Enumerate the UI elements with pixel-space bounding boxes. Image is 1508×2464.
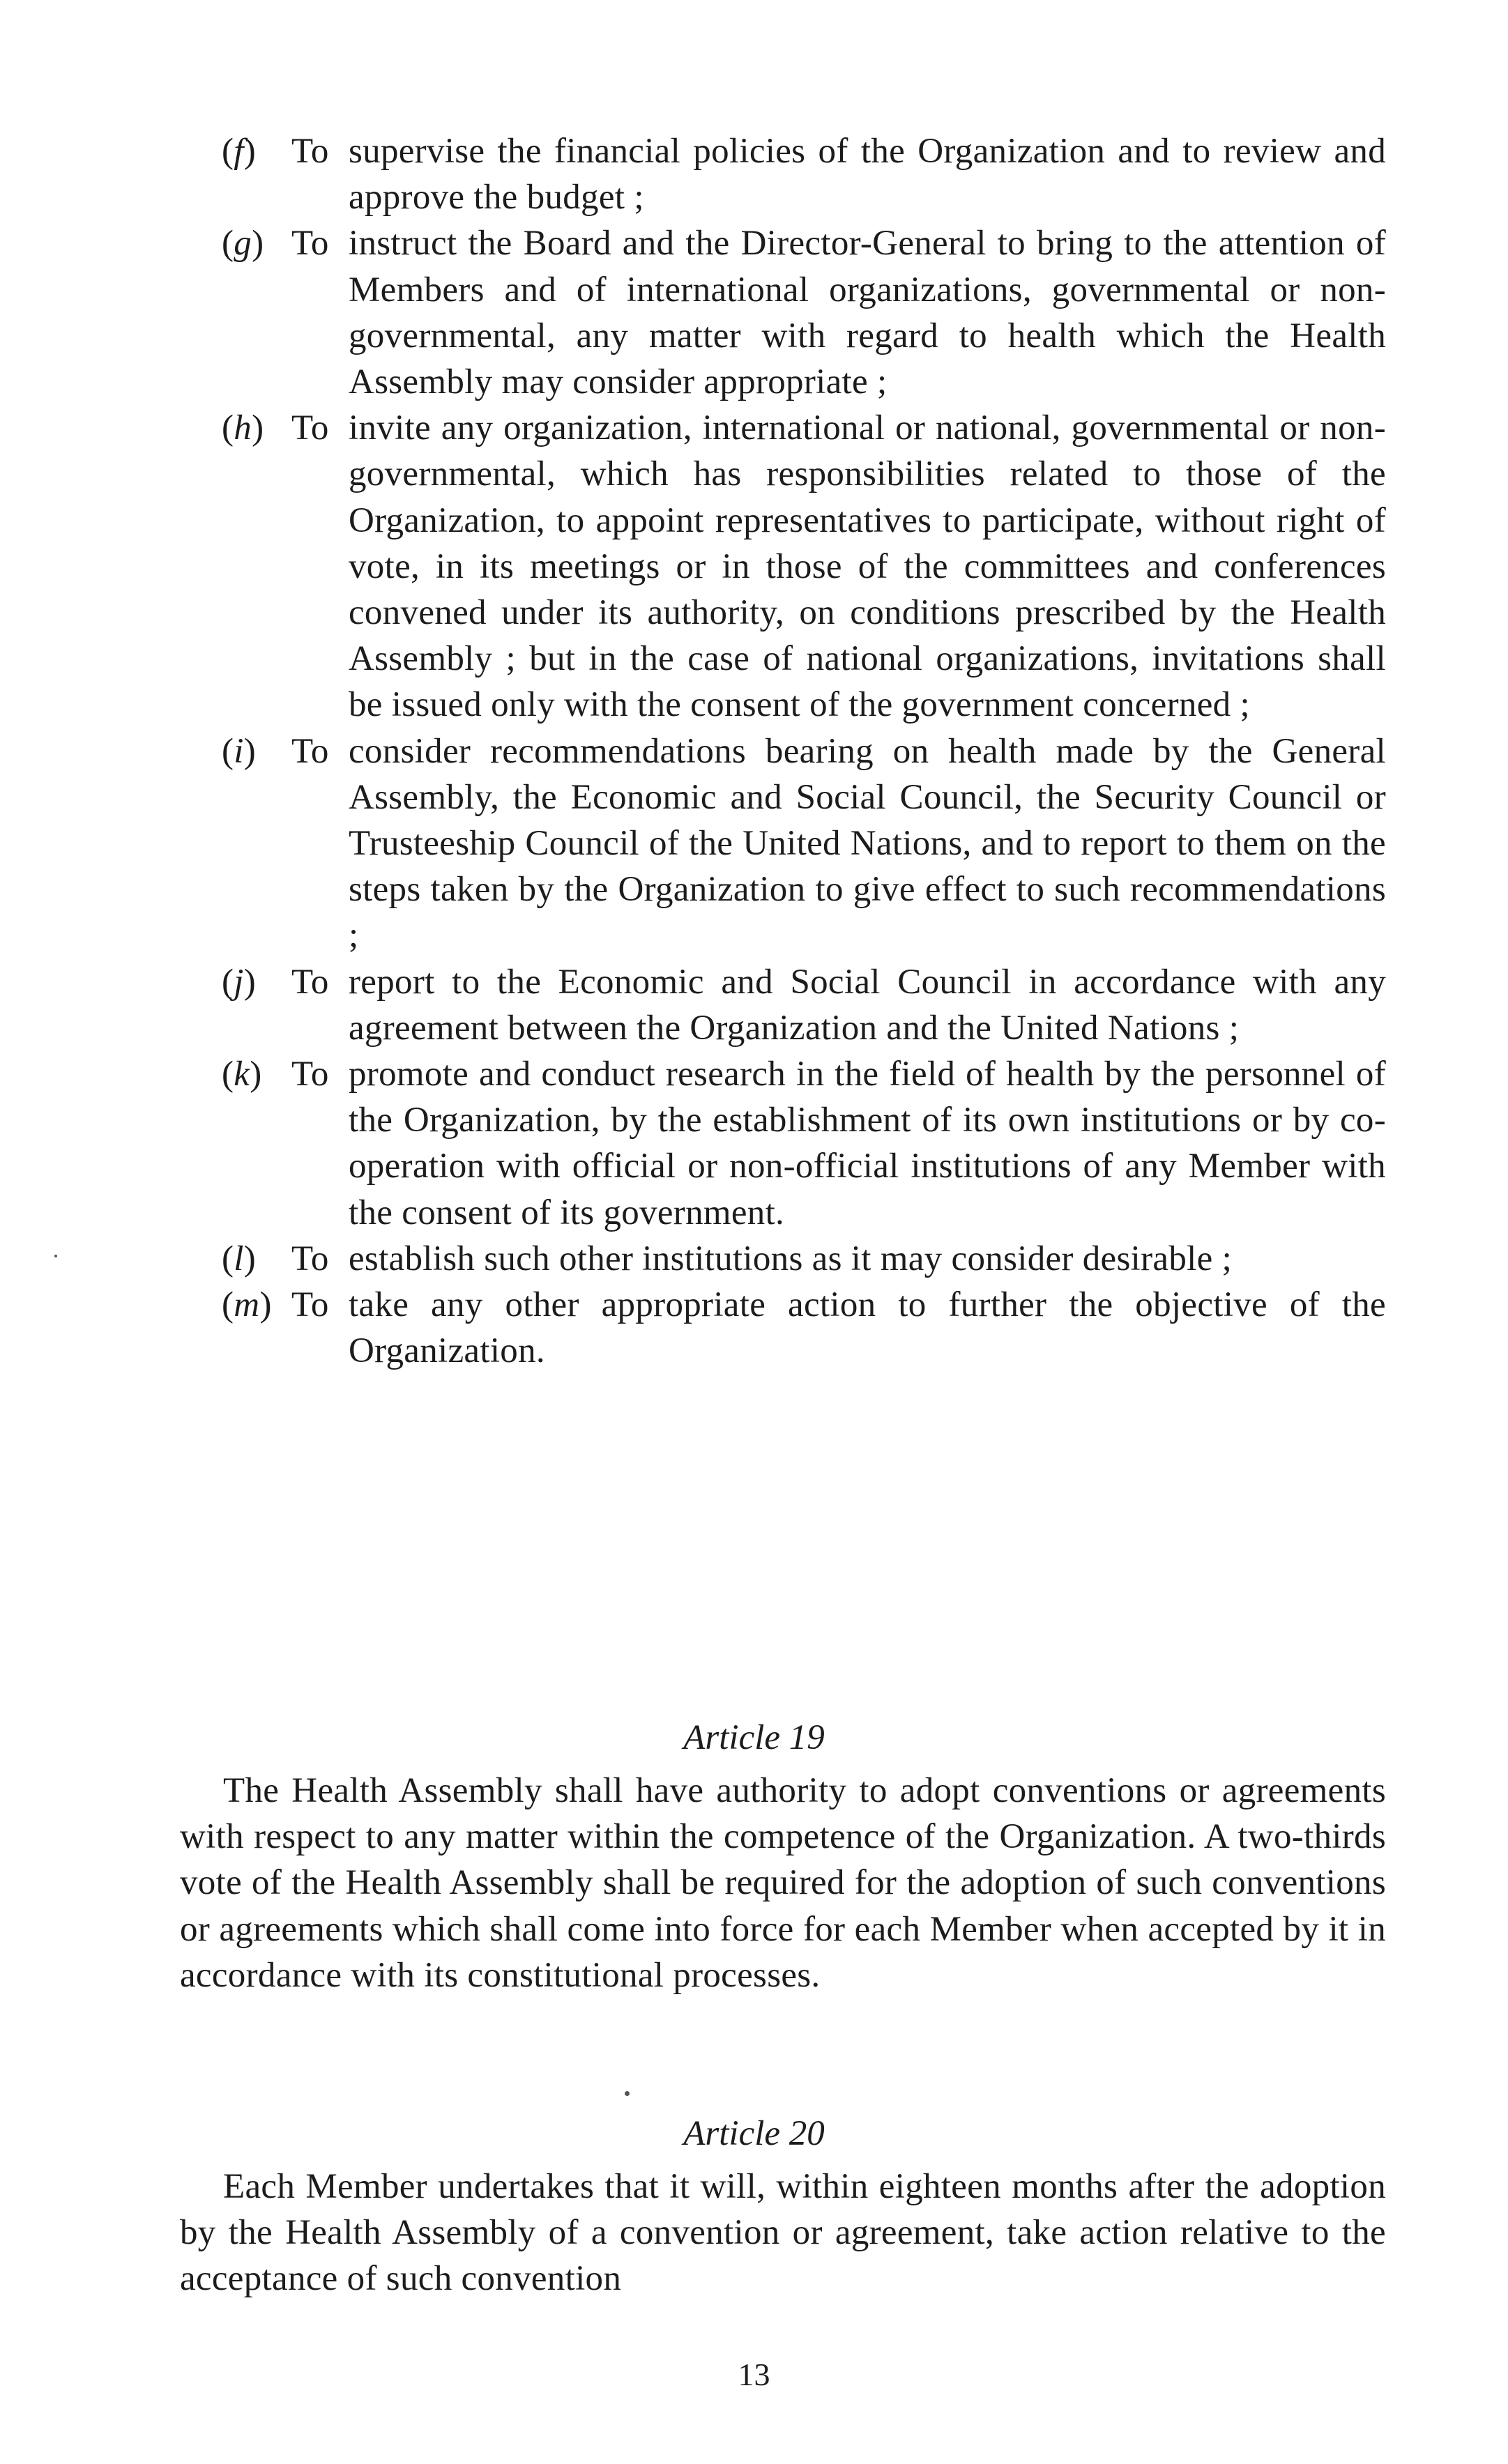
item-text: instruct the Board and the Director-General to bring to the attention of Members and of international organizations, governmental or non-governmental, any matter with regard to health which the Health Assembly may consider appropriate ; — [349, 224, 1386, 402]
item-first-word: To — [291, 132, 329, 171]
item-first-word: To — [291, 224, 329, 263]
article-20-heading: Article 20 — [683, 2114, 825, 2153]
list-item-f — [222, 128, 1386, 220]
article-20-text: Each Member undertakes that it will, within eighteen months after the adoption by the Health Assembly of a convention or agreement, take action relative to the acceptance of such convention — [180, 2167, 1386, 2299]
item-text: invite any organization, international or national, governmental or non-governmental, which has responsibilities related to those of the Organization, to appoint representatives to participate, without right of vote, in its meetings or in those of the committees and conferences convened under its authority, on conditions prescribed by the Health Assembly ; but in the case of national organizations, invitations shall be issued only with the consent of the government concerned ; — [349, 408, 1386, 725]
list-item-i — [222, 728, 1386, 959]
item-marker: (f) — [222, 132, 257, 171]
item-text: take any other appropriate action to further the objective of the Organization. — [349, 1285, 1386, 1371]
item-text: supervise the financial policies of the Organization and to review and approve the budget ; — [349, 132, 1386, 217]
list-item-k — [222, 1051, 1386, 1236]
item-marker: (g) — [222, 224, 264, 263]
item-text: consider recommendations bearing on health made by the General Assembly, the Economic and Social Council, the Security Council or Trusteeship Council of the United Nations, and to report to them on the steps taken by the Organization to give effect to such recommendations ; — [349, 731, 1386, 956]
item-marker: (k) — [222, 1055, 262, 1094]
item-marker: (h) — [222, 408, 264, 448]
function-list — [222, 128, 1386, 1374]
article-19-text: The Health Assembly shall have authority to adopt conventions or agreements with respect to any matter within the competence of the Organization. A two-thirds vote of the Health Assembly shall be required for the adoption of such conventions or agreements which shall come into force for each Member when accepted by it in accordance with its constitutional processes. — [180, 1771, 1386, 1995]
item-first-word: To — [291, 962, 329, 1002]
item-first-word: To — [291, 731, 329, 771]
list-item-h — [222, 405, 1386, 728]
item-first-word: To — [291, 408, 329, 448]
article-19-heading: Article 19 — [683, 1718, 825, 1757]
list-item-g — [222, 220, 1386, 405]
item-text: report to the Economic and Social Council in accordance with any agreement between the Organization and the United Nations ; — [349, 962, 1386, 1048]
item-first-word: To — [291, 1239, 329, 1278]
item-marker: (m) — [222, 1285, 272, 1325]
item-first-word: To — [291, 1055, 329, 1094]
printing-speck — [625, 2091, 630, 2096]
item-marker: (l) — [222, 1239, 257, 1278]
item-text: establish such other institutions as it may consider desirable ; — [349, 1239, 1233, 1278]
list-item-j — [222, 959, 1386, 1051]
item-text: promote and conduct research in the field of health by the personnel of the Organization, by the establishment of its own institutions or by co-operation with official or non-official institutions of any Member with the consent of its government. — [349, 1055, 1386, 1232]
list-item-m — [222, 1282, 1386, 1374]
list-item-l — [222, 1236, 1386, 1282]
item-marker: (j) — [222, 962, 257, 1002]
page-number: 13 — [738, 2357, 770, 2392]
item-marker: (i) — [222, 731, 257, 771]
item-first-word: To — [291, 1285, 329, 1325]
printing-speck — [54, 1255, 57, 1257]
